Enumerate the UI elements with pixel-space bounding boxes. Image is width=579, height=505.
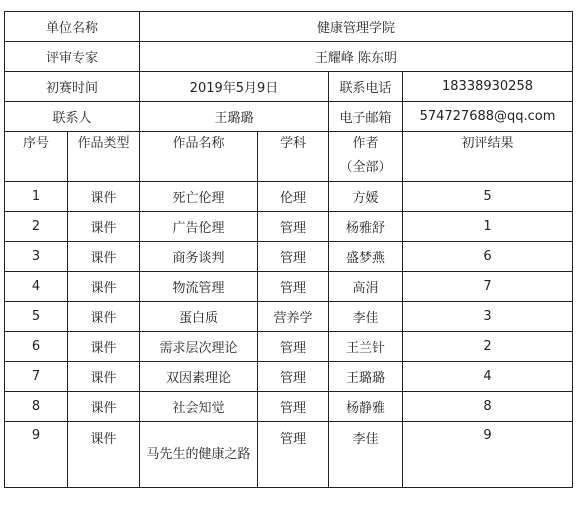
row-title: 双因素理论 [140, 362, 258, 392]
row-index: 2 [5, 212, 68, 242]
unit-row [5, 12, 573, 42]
row-subject: 管理 [258, 332, 329, 362]
row-subject: 管理 [258, 212, 329, 242]
header-author [329, 132, 403, 182]
row-index: 5 [5, 302, 68, 332]
row-result: 4 [403, 362, 573, 392]
experts-label: 评审专家 [5, 42, 140, 72]
row-type: 课件 [68, 332, 140, 362]
table-row [5, 272, 573, 302]
phone-label: 联系电话 [329, 72, 403, 102]
row-author: 高涓 [329, 272, 403, 302]
unit-label: 单位名称 [5, 12, 140, 42]
row-author: 王兰针 [329, 332, 403, 362]
date-label: 初赛时间 [5, 72, 140, 102]
date-value: 2019年5月9日 [140, 72, 329, 102]
row-result: 6 [403, 242, 573, 272]
row-subject: 伦理 [258, 182, 329, 212]
row-author: 李佳 [329, 302, 403, 332]
row-author: 杨雅舒 [329, 212, 403, 242]
row-subject: 管理 [258, 392, 329, 422]
row-result: 3 [403, 302, 573, 332]
contact-email-row [5, 102, 573, 132]
row-type: 课件 [68, 422, 140, 488]
row-title: 蛋白质 [140, 302, 258, 332]
phone-value: 18338930258 [403, 72, 573, 102]
header-author-line1: 作者 [352, 136, 379, 151]
unit-value: 健康管理学院 [140, 12, 573, 42]
table-row [5, 212, 573, 242]
table-header-row [5, 132, 573, 182]
row-subject: 管理 [258, 362, 329, 392]
row-result: 9 [403, 422, 573, 488]
header-subject: 学科 [258, 132, 329, 182]
row-result: 7 [403, 272, 573, 302]
table-row [5, 302, 573, 332]
row-author: 李佳 [329, 422, 403, 488]
row-subject: 管理 [258, 422, 329, 488]
date-phone-row [5, 72, 573, 102]
row-type: 课件 [68, 212, 140, 242]
evaluation-table [4, 11, 573, 488]
row-type: 课件 [68, 182, 140, 212]
header-result: 初评结果 [403, 132, 573, 182]
row-type: 课件 [68, 392, 140, 422]
row-title: 广告伦理 [140, 212, 258, 242]
table-row [5, 182, 573, 212]
row-type: 课件 [68, 242, 140, 272]
table-row [5, 362, 573, 392]
row-title: 物流管理 [140, 272, 258, 302]
contact-value: 王璐璐 [140, 102, 329, 132]
row-index: 7 [5, 362, 68, 392]
header-title: 作品名称 [140, 132, 258, 182]
row-title: 死亡伦理 [140, 182, 258, 212]
row-type: 课件 [68, 302, 140, 332]
email-label: 电子邮箱 [329, 102, 403, 132]
row-index: 6 [5, 332, 68, 362]
row-index: 4 [5, 272, 68, 302]
row-title: 马先生的健康之路 [140, 422, 258, 488]
row-title: 商务谈判 [140, 242, 258, 272]
row-index: 1 [5, 182, 68, 212]
row-result: 5 [403, 182, 573, 212]
row-title: 社会知觉 [140, 392, 258, 422]
row-title: 需求层次理论 [140, 332, 258, 362]
table-row [5, 332, 573, 362]
row-subject: 营养学 [258, 302, 329, 332]
table-row [5, 392, 573, 422]
row-result: 2 [403, 332, 573, 362]
header-type: 作品类型 [68, 132, 140, 182]
row-author: 杨静雅 [329, 392, 403, 422]
header-author-line2: （全部） [339, 160, 392, 175]
row-subject: 管理 [258, 272, 329, 302]
row-type: 课件 [68, 362, 140, 392]
row-author: 方媛 [329, 182, 403, 212]
row-result: 1 [403, 212, 573, 242]
row-index: 3 [5, 242, 68, 272]
experts-value: 王耀峰 陈东明 [140, 42, 573, 72]
row-author: 盛梦燕 [329, 242, 403, 272]
row-author: 王璐璐 [329, 362, 403, 392]
row-subject: 管理 [258, 242, 329, 272]
experts-row [5, 42, 573, 72]
email-value: 574727688@qq.com [403, 102, 573, 132]
table-row [5, 422, 573, 488]
contact-label: 联系人 [5, 102, 140, 132]
header-index: 序号 [5, 132, 68, 182]
row-result: 8 [403, 392, 573, 422]
row-index: 8 [5, 392, 68, 422]
table-row [5, 242, 573, 272]
row-index: 9 [5, 422, 68, 488]
row-type: 课件 [68, 272, 140, 302]
